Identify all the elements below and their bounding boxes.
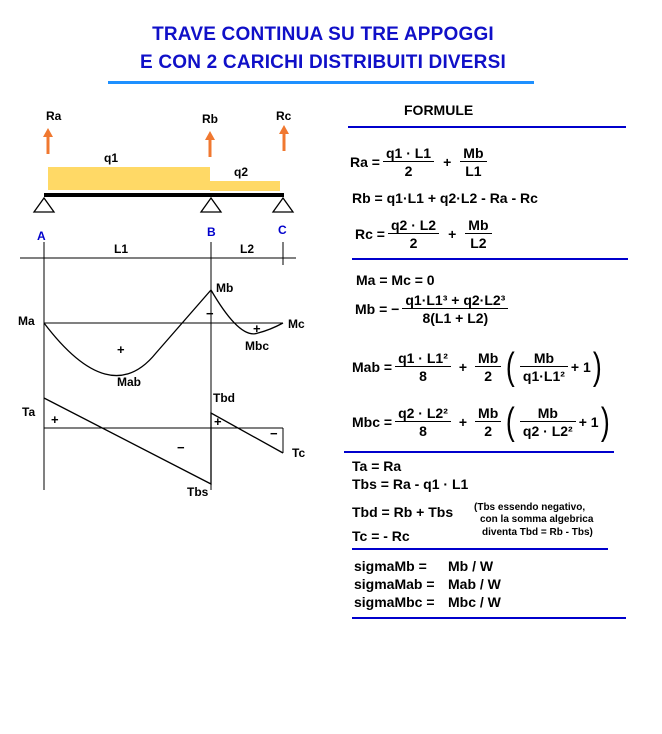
rule-4: [352, 548, 608, 550]
support-c-icon: [273, 198, 293, 212]
mbc-paren-group: [504, 403, 611, 441]
formula-tbd: Tbd = Rb + Tbs: [352, 504, 454, 520]
mbc-op: +: [458, 414, 468, 430]
rc-num-2: Mb: [468, 217, 489, 233]
mbc-tail: + 1: [578, 414, 599, 430]
label-ta: Ta: [22, 405, 36, 419]
formula-ra: [350, 145, 490, 179]
label-mb: Mb: [216, 281, 234, 295]
load-q1: [48, 167, 210, 190]
label-tc: Tc: [292, 446, 306, 460]
rc-den-2: L2: [465, 233, 491, 251]
sigma-mab-rhs: Mab / W: [448, 576, 501, 592]
label-mc: Mc: [288, 317, 305, 331]
dimension-lines: [20, 242, 296, 490]
ra-frac-2: [460, 145, 486, 179]
mbc-num-1: q2 · L2²: [398, 405, 448, 421]
rc-frac-2: [465, 217, 491, 251]
moment-curve: [44, 290, 283, 376]
rule-2: [352, 258, 628, 260]
ra-lhs: Ra =: [350, 154, 380, 170]
support-a-icon: [34, 198, 54, 212]
shear-plus-sign: +: [51, 412, 59, 427]
mb-den: 8(L1 + L2): [402, 308, 508, 326]
moment-plus-sign: +: [117, 342, 125, 357]
mbc-lhs: Mbc =: [352, 414, 393, 430]
mab-frac-2: [475, 350, 501, 384]
beam-diagram: [0, 0, 340, 520]
label-mab: Mab: [117, 375, 141, 389]
mb-lhs: Mb = −: [355, 301, 400, 317]
formulas-header: FORMULE: [404, 102, 474, 118]
mbc-frac-inner: [520, 405, 576, 439]
mb-num: q1·L1³ + q2·L2³: [405, 292, 506, 308]
ra-den-1: 2: [383, 161, 434, 179]
mb-frac: [402, 292, 508, 326]
formula-mab: [352, 348, 603, 386]
note-line-3: diventa Tbd = Rb - Tbs): [482, 527, 593, 538]
mab-paren-group: [504, 348, 603, 386]
rc-lhs: Rc =: [355, 226, 385, 242]
left-paren-icon: (: [506, 346, 516, 388]
formula-mb: [355, 292, 511, 326]
formula-tbs: Tbs = Ra - q1 · L1: [352, 476, 469, 492]
note-line-2: con la somma algebrica: [480, 514, 594, 525]
ra-den-2: L1: [460, 161, 486, 179]
sigma-mb-lhs: sigmaMb =: [354, 558, 427, 574]
load-q2: [210, 181, 280, 191]
mbc-inner-den: q2 · L2²: [520, 421, 576, 439]
mab-frac-1: [395, 350, 451, 384]
rule-5: [352, 617, 626, 619]
shear-line: [44, 398, 283, 484]
label-l2: L2: [240, 242, 255, 256]
formula-rb: Rb = q1·L1 + q2·L2 - Ra - Rc: [352, 190, 538, 206]
label-support-b: B: [207, 225, 216, 239]
label-ra: Ra: [46, 109, 62, 123]
mbc-num-2: Mb: [478, 405, 499, 421]
left-paren-icon: (: [506, 401, 516, 443]
formula-rc: [355, 217, 495, 251]
mab-op: +: [458, 359, 468, 375]
mab-num-2: Mb: [478, 350, 499, 366]
mab-den-2: 2: [475, 366, 501, 384]
label-support-c: C: [278, 223, 287, 237]
label-tbd: Tbd: [213, 391, 235, 405]
formula-tc: Tc = - Rc: [352, 528, 410, 544]
rc-num-1: q2 · L2: [390, 217, 437, 233]
title-line-1: TRAVE CONTINUA SU TRE APPOGGI: [152, 24, 494, 45]
ra-num-2: Mb: [463, 145, 484, 161]
rule-3: [344, 451, 614, 453]
mbc-den-2: 2: [475, 421, 501, 439]
formula-ma-mc: Ma = Mc = 0: [356, 272, 435, 288]
shear-plus-sign-2: +: [214, 414, 222, 429]
label-tbs: Tbs: [187, 485, 209, 499]
sigma-mbc-lhs: sigmaMbc =: [354, 594, 435, 610]
arrow-ra-icon: [43, 128, 53, 154]
formula-mbc: [352, 403, 611, 441]
right-paren-icon: ): [592, 346, 602, 388]
arrow-rc-icon: [279, 125, 289, 151]
rc-op: +: [448, 226, 457, 242]
rc-frac-1: [388, 217, 439, 251]
support-b-icon: [201, 198, 221, 212]
mbc-den-1: 8: [395, 421, 451, 439]
shear-minus-sign: −: [177, 440, 185, 455]
title-line-2: E CON 2 CARICHI DISTRIBUITI DIVERSI: [140, 52, 506, 73]
ra-frac-1: [383, 145, 434, 179]
sigma-mb-rhs: Mb / W: [448, 558, 494, 574]
formula-ta: Ta = Ra: [352, 458, 402, 474]
rc-den-1: 2: [388, 233, 439, 251]
mab-den-1: 8: [395, 366, 451, 384]
sigma-mab-lhs: sigmaMab =: [354, 576, 435, 592]
mbc-frac-2: [475, 405, 501, 439]
arrow-rb-icon: [205, 131, 215, 157]
beam: [44, 193, 284, 197]
label-q2: q2: [234, 165, 249, 179]
rule-1: [348, 126, 626, 128]
mbc-frac-1: [395, 405, 451, 439]
label-support-a: A: [37, 229, 46, 243]
sigma-mbc-rhs: Mbc / W: [448, 594, 501, 610]
ra-op: +: [443, 154, 452, 170]
mab-num-1: q1 · L1²: [398, 350, 448, 366]
mab-frac-inner: [520, 350, 568, 384]
shear-minus-sign-2: −: [270, 426, 278, 441]
note-line-1: (Tbs essendo negativo,: [474, 502, 586, 513]
moment-minus-sign: −: [206, 306, 214, 321]
label-ma: Ma: [18, 314, 35, 328]
label-q1: q1: [104, 151, 119, 165]
mab-tail: + 1: [570, 359, 591, 375]
label-l1: L1: [114, 242, 129, 256]
mab-inner-den: q1·L1²: [520, 366, 568, 384]
mab-inner-num: Mb: [533, 350, 555, 366]
label-mbc: Mbc: [245, 339, 269, 353]
ra-num-1: q1 · L1: [385, 145, 432, 161]
mab-lhs: Mab =: [352, 359, 393, 375]
right-paren-icon: ): [600, 401, 610, 443]
label-rc: Rc: [276, 109, 292, 123]
label-rb: Rb: [202, 112, 218, 126]
mbc-inner-num: Mb: [537, 405, 558, 421]
moment-plus-sign-2: +: [253, 321, 261, 336]
